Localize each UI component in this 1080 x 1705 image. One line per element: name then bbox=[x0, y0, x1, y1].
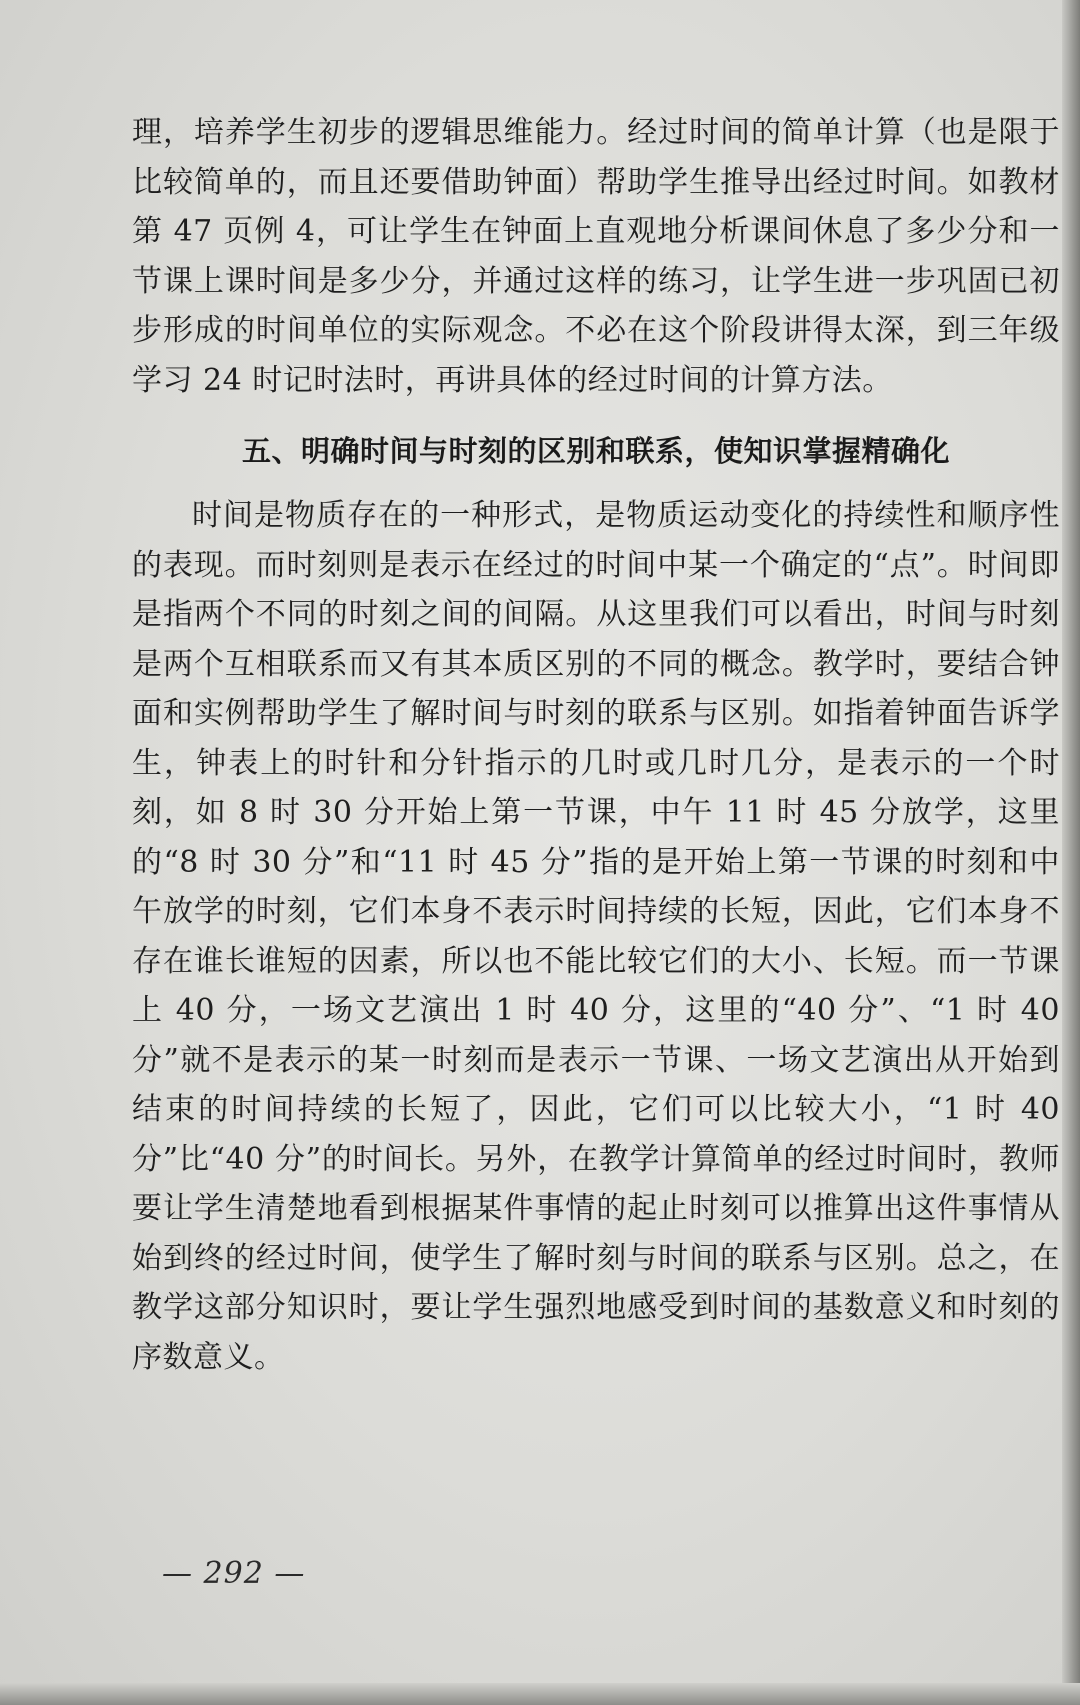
text-block bbox=[132, 108, 1060, 1382]
section-heading: 五、明确时间与时刻的区别和联系，使知识掌握精确化 bbox=[241, 434, 950, 468]
page-edge-shadow bbox=[1062, 0, 1080, 1705]
paragraph-time-vs-moment: 时间是物质存在的一种形式，是物质运动变化的持续性和顺序性的表现。而时刻则是表示在经过的时间中某一个确定的“点”。时间即是指两个不同的时刻之间的间隔。从这里我们可以看出，时间与时刻是两个互相联系而又有其本质区别的不同的概念。教学时，要结合钟面和实例帮助学生了解时间与时刻的联系与区别。如指着钟面告诉学生，钟表上的时针和分针指示的几时或几时几分，是表示的一个时刻，如 8 时 30 分开始上第一节课，中午 11 时 45 分放学，这里的“8 时 30 分”和“11 时 45 分”指的是开始上第一节课的时刻和中午放学的时刻，它们本身不表示时间持续的长短，因此，它们本身不存在谁长谁短的因素，所以也不能比较它们的大小、长短。而一节课上 40 分，一场文艺演出 1 时 40 分，这里的“40 分”、“1 时 40 分”就不是表示的某一时刻而是表示一节课、一场文艺演出从开始到结束的时间持续的长短了，因此，它们可以比较大小，“1 时 40 分”比“40 分”的时间长。另外，在教学计算简单的经过时间时，教师要让学生清楚地看到根据某件事情的起止时刻可以推算出这件事情从始到终的经过时间，使学生了解时刻与时间的联系与区别。总之，在教学这部分知识时，要让学生强烈地感受到时间的基数意义和时刻的序数意义。 bbox=[132, 498, 1060, 1375]
paragraph-continued: 理，培养学生初步的逻辑思维能力。经过时间的简单计算（也是限于比较简单的，而且还要借助钟面）帮助学生推导出经过时间。如教材第 47 页例 4，可让学生在钟面上直观地分析课间休息了多少分和一节课上课时间是多少分，并通过这样的练习，让学生进一步巩固已初步形成的时间单位的实际观念。不必在这个阶段讲得太深，到三年级学习 24 时记时法时，再讲具体的经过时间的计算方法。 bbox=[132, 115, 1060, 398]
page-number: — 292 — bbox=[162, 1556, 306, 1591]
page-bottom-shadow bbox=[0, 1683, 1080, 1705]
